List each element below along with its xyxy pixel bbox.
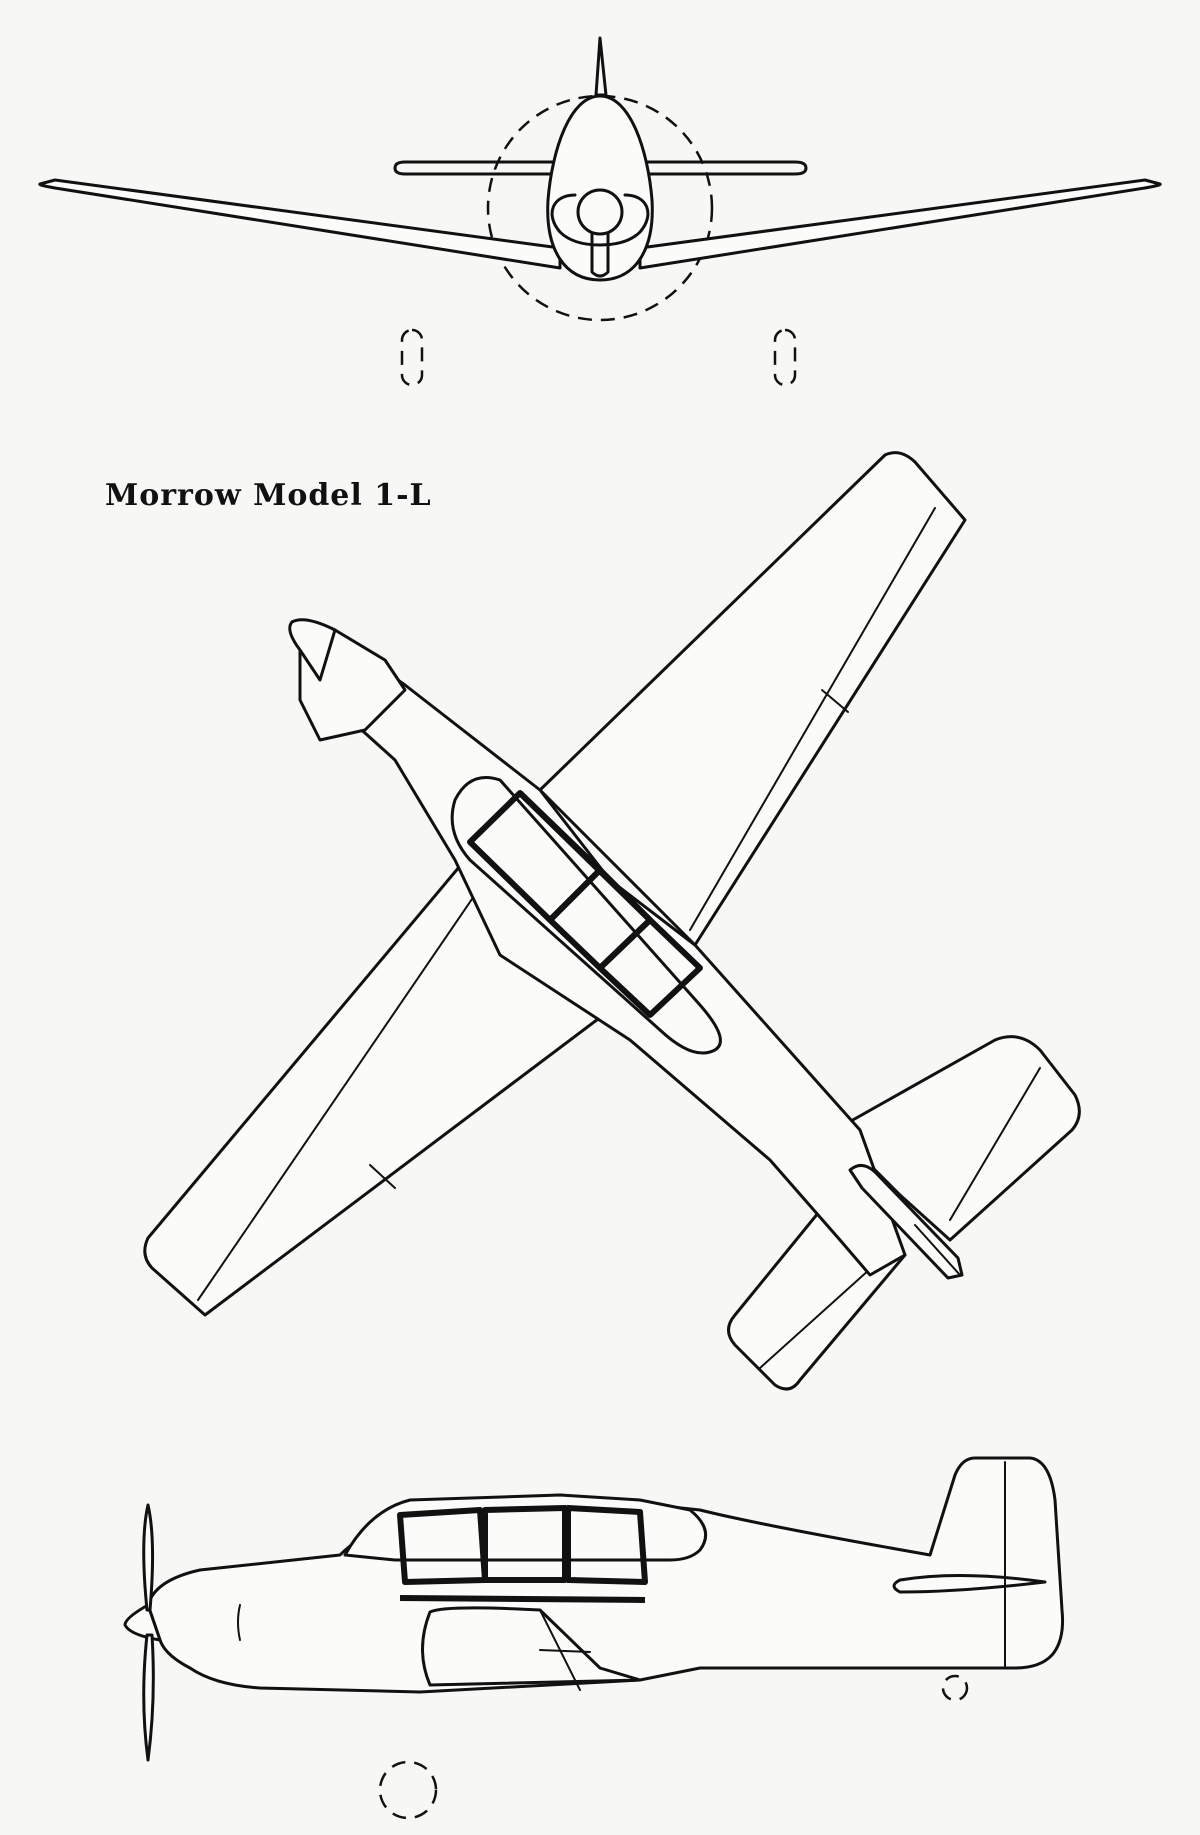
side-fuselage	[148, 1458, 1063, 1692]
side-view	[125, 1458, 1063, 1818]
side-propeller-lower	[144, 1635, 154, 1760]
top-view	[145, 453, 1080, 1389]
front-wing-right	[640, 180, 1160, 268]
side-main-gear	[380, 1762, 436, 1818]
drawing-title: Morrow Model 1-L	[105, 478, 432, 513]
front-fin	[596, 38, 606, 95]
front-view	[40, 38, 1160, 385]
front-gear-left	[402, 330, 422, 385]
front-wing-left	[40, 180, 560, 268]
front-gear-right	[775, 330, 795, 385]
side-tail-wheel	[943, 1676, 967, 1700]
side-propeller-upper	[144, 1505, 153, 1610]
front-fuselage	[548, 96, 653, 280]
side-canopy-rail	[400, 1598, 645, 1600]
